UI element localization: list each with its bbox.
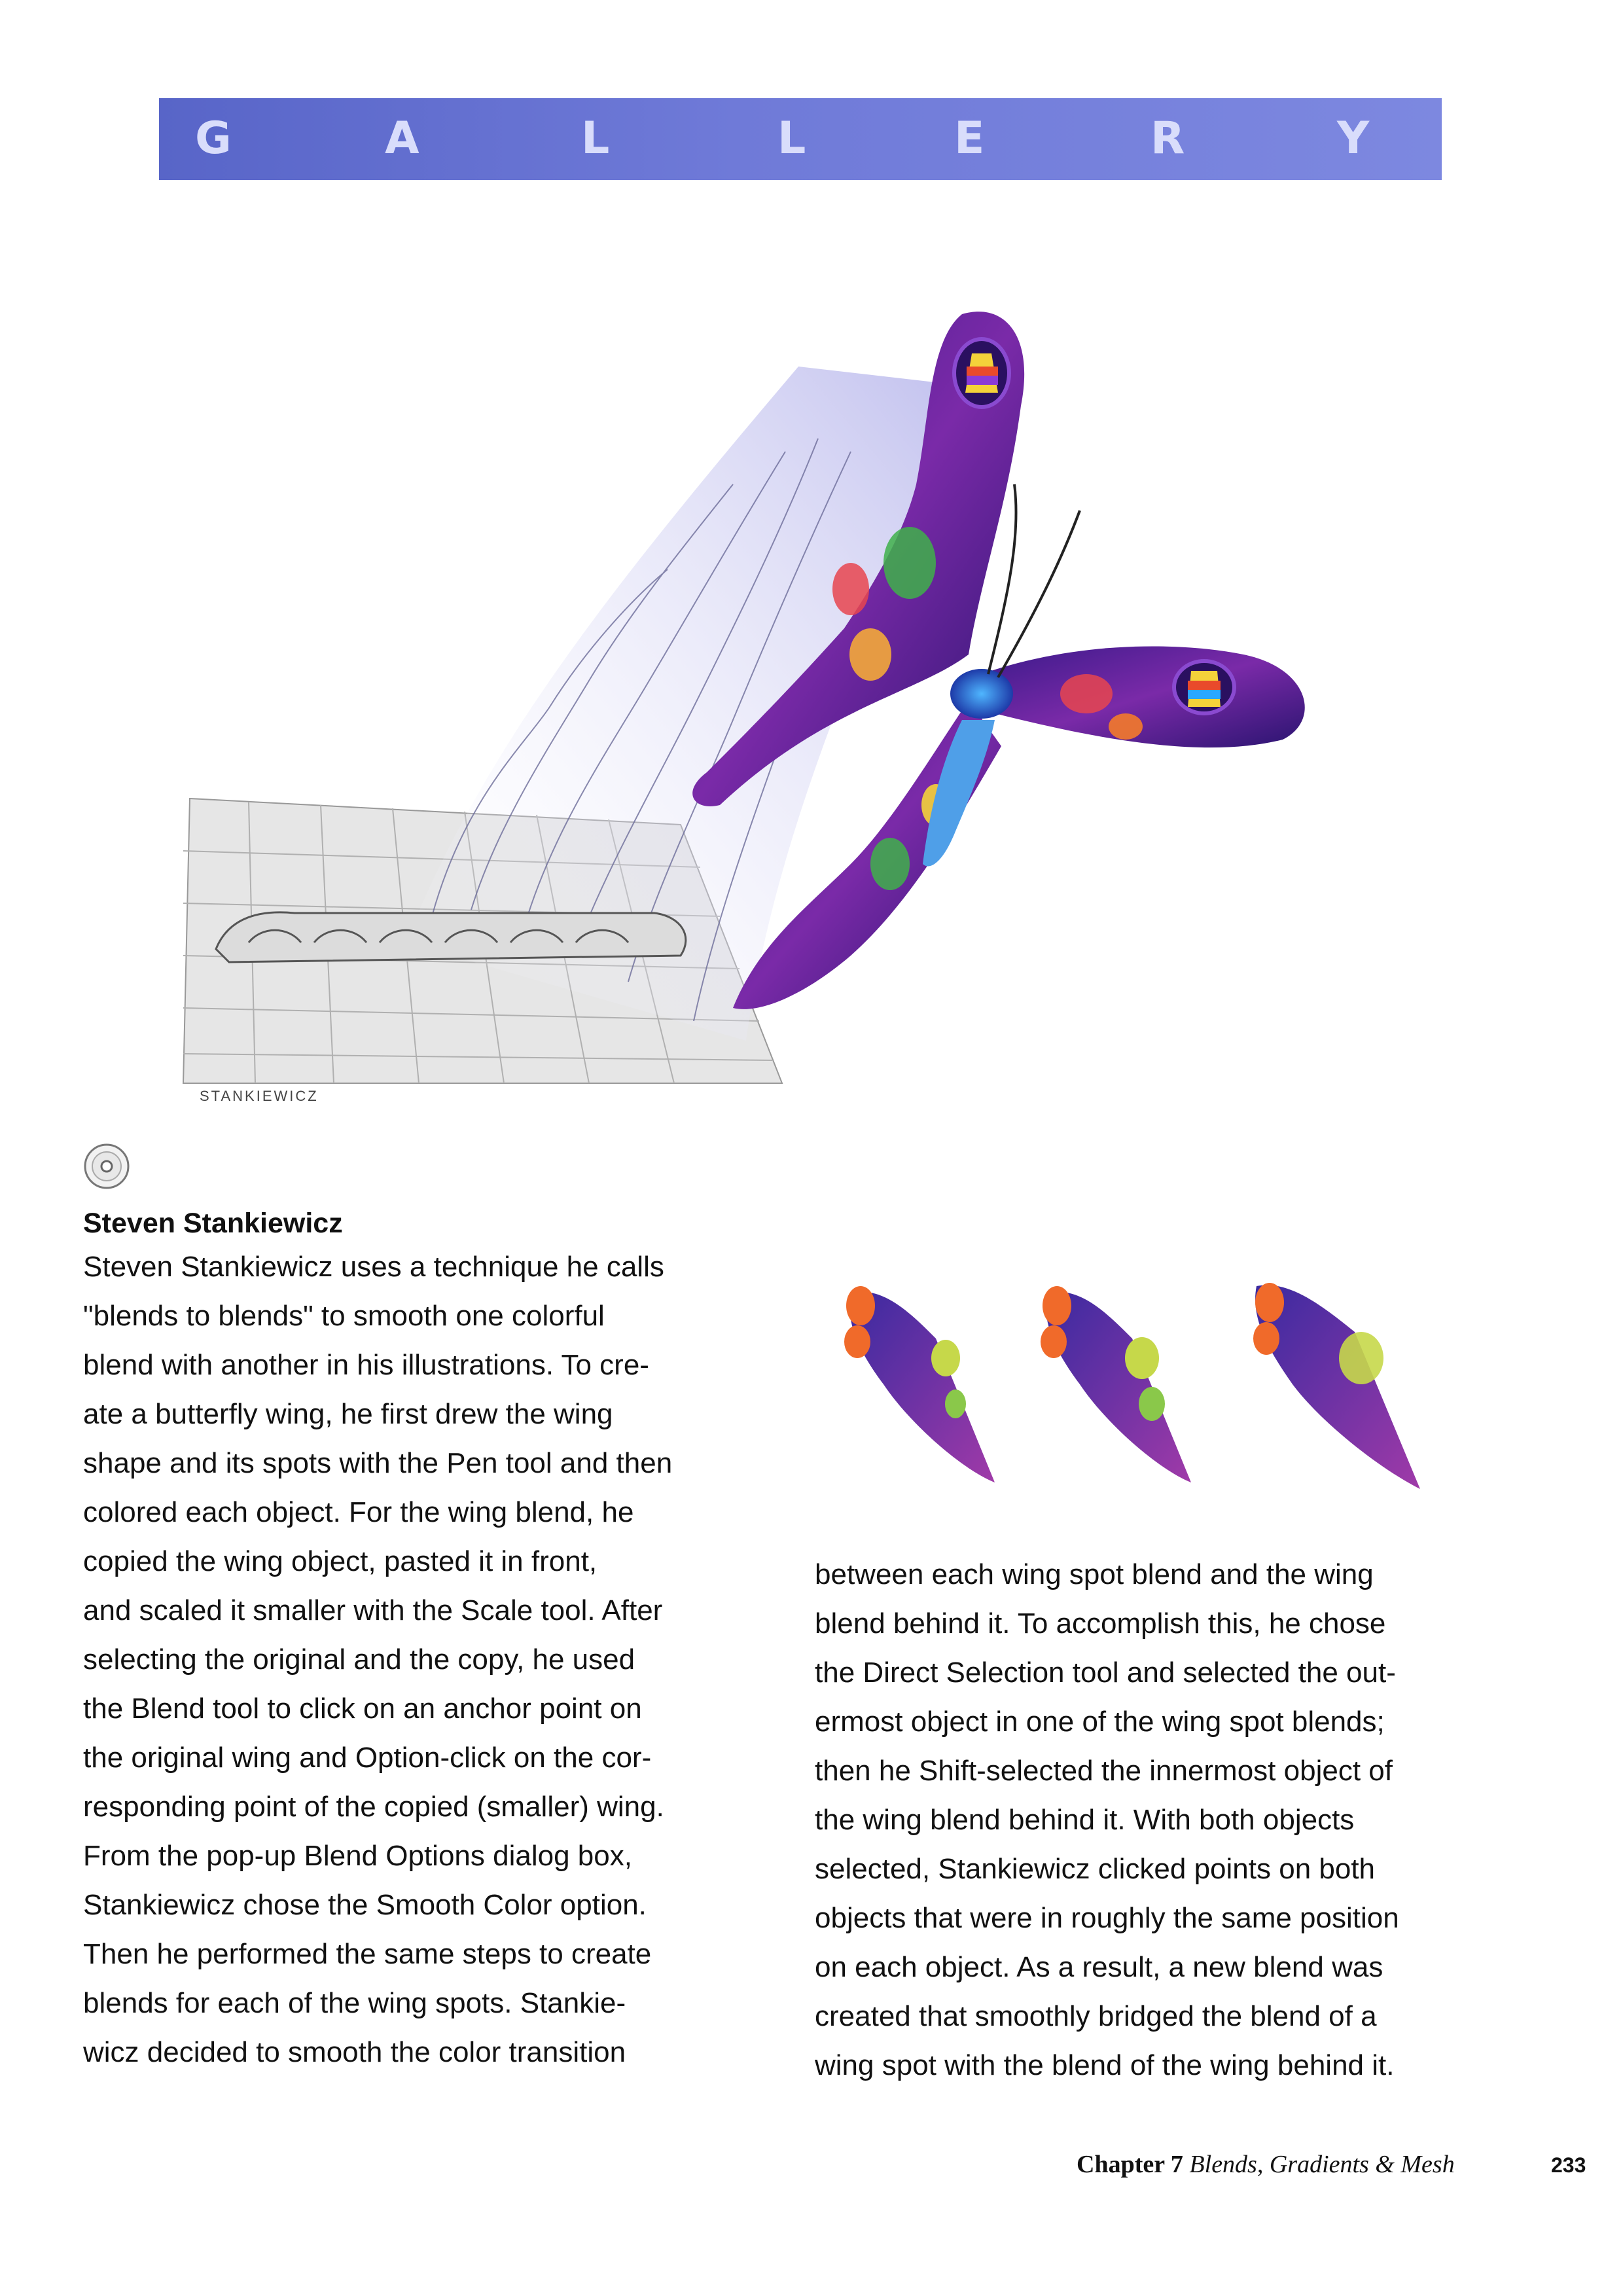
caterpillar: [216, 912, 686, 962]
body-line: ate a butterfly wing, he first drew the wing: [83, 1398, 613, 1430]
author-heading: Steven Stankiewicz: [83, 1208, 343, 1239]
body-line: objects that were in roughly the same position: [815, 1902, 1399, 1934]
banner-letter: L: [581, 113, 610, 164]
wing-step-1: [844, 1286, 995, 1482]
page-number: 233: [1551, 2153, 1586, 2177]
body-line: the Blend tool to click on an anchor point on: [83, 1693, 642, 1725]
body-line: blend with another in his illustrations. To cre-: [83, 1349, 649, 1381]
body-line: copied the wing object, pasted it in front,: [83, 1545, 597, 1577]
body-line: created that smoothly bridged the blend of a: [815, 2000, 1377, 2032]
body-line: colored each object. For the wing blend, he: [83, 1496, 634, 1528]
wing-blend-steps: [831, 1280, 1453, 1502]
body-line: and scaled it smaller with the Scale tool. After: [83, 1594, 663, 1626]
body-line: the Direct Selection tool and selected the out-: [815, 1657, 1396, 1689]
banner-letter: R: [1150, 113, 1185, 164]
body-line: then he Shift-selected the innermost object of: [815, 1755, 1393, 1787]
chapter-title: Blends, Gradients & Mesh: [1189, 2151, 1455, 2178]
body-line: Stankiewicz chose the Smooth Color option.: [83, 1889, 647, 1921]
antennae: [988, 484, 1080, 677]
body-line: From the pop-up Blend Options dialog box,: [83, 1840, 632, 1872]
body-line: the original wing and Option-click on the cor-: [83, 1742, 652, 1774]
body-line: selected, Stankiewicz clicked points on both: [815, 1853, 1376, 1885]
footer-chapter: [1077, 2150, 1455, 2179]
right-wing: [982, 647, 1305, 748]
butterfly-illustration: [157, 288, 1453, 1093]
body-line: "blends to blends" to smooth one colorful: [83, 1300, 605, 1332]
body-line: selecting the original and the copy, he used: [83, 1643, 635, 1676]
banner-letter: G: [195, 113, 232, 164]
banner-letter: A: [385, 113, 419, 164]
body-line: blend behind it. To accomplish this, he chose: [815, 1607, 1386, 1640]
banner-letter: E: [954, 113, 985, 164]
body-line: ermost object in one of the wing spot blends;: [815, 1706, 1385, 1738]
body-line: wing spot with the blend of the wing behind it.: [815, 2049, 1395, 2081]
butterfly-thorax: [950, 669, 1013, 719]
body-line: responding point of the copied (smaller) wing.: [83, 1791, 664, 1823]
body-line: Steven Stankiewicz uses a technique he calls: [83, 1251, 664, 1283]
wing-step-2: [1041, 1286, 1191, 1482]
body-line: the wing blend behind it. With both objects: [815, 1804, 1355, 1836]
wing-step-3: [1253, 1283, 1420, 1489]
body-line: Then he performed the same steps to create: [83, 1938, 652, 1970]
banner-letter: Y: [1337, 113, 1370, 164]
body-line: blends for each of the wing spots. Stankie-: [83, 1987, 626, 2019]
gallery-banner: [159, 98, 1442, 180]
cd-icon: [82, 1142, 131, 1191]
banner-letter: L: [777, 113, 806, 164]
body-line: wicz decided to smooth the color transition: [83, 2036, 626, 2068]
body-line: between each wing spot blend and the wing: [815, 1558, 1374, 1590]
illustration-credit: STANKIEWICZ: [200, 1088, 319, 1104]
body-line: shape and its spots with the Pen tool and then: [83, 1447, 673, 1479]
chapter-label: Chapter 7: [1077, 2151, 1183, 2178]
body-line: on each object. As a result, a new blend was: [815, 1951, 1383, 1983]
